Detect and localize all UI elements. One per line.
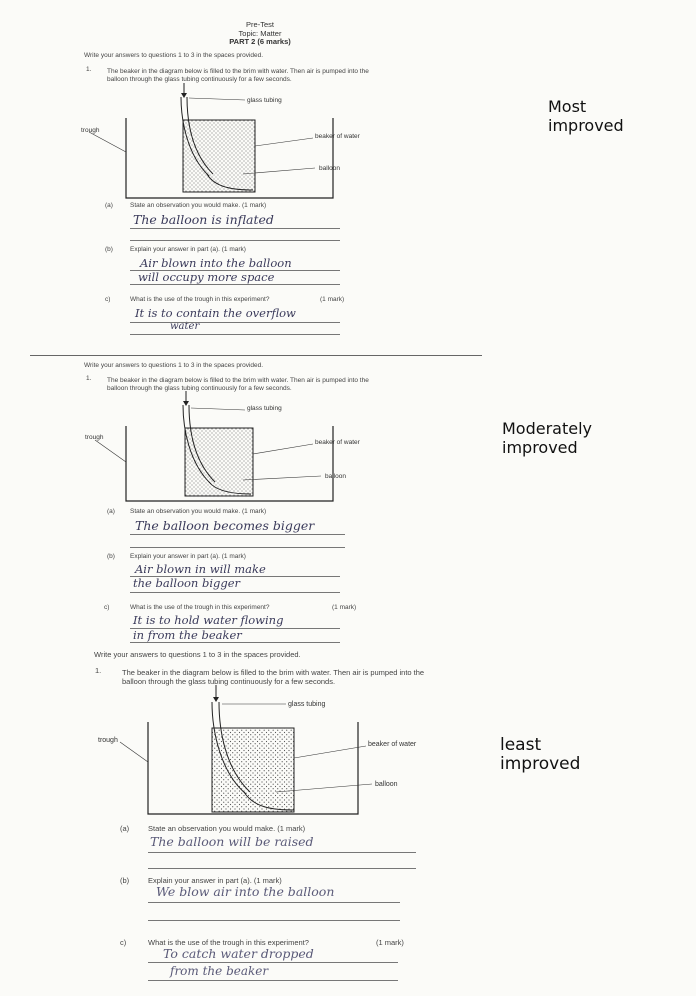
part-c-letter-3: c): [120, 938, 127, 947]
answer-line: [130, 240, 340, 241]
part-b-prompt-1: Explain your answer in part (a). (1 mark): [130, 246, 246, 253]
part-c-mark-2: (1 mark): [332, 604, 357, 611]
test-header: [0, 21, 520, 47]
question-1-line2: balloon through the glass tubing continuously for a few seconds.: [107, 76, 292, 83]
answer-b-2-line1: Air blown in will make: [135, 562, 266, 576]
answer-c-3-line2: from the beaker: [170, 964, 269, 978]
question-2-line1: The beaker in the diagram below is filled to the brim with water. Then air is pumped into the: [107, 377, 369, 384]
label-glass-tubing: glass tubing: [247, 405, 282, 412]
label-glass-tubing: glass tubing: [288, 701, 326, 708]
answer-line: [130, 228, 340, 229]
test-part: PART 2 (6 marks): [229, 37, 291, 46]
part-a-prompt-2: State an observation you would make. (1 mark): [130, 508, 267, 515]
part-c-prompt-1: What is the use of the trough in this experiment?: [130, 296, 270, 303]
answer-line: [148, 852, 416, 853]
label-trough: trough: [98, 737, 118, 744]
label-balloon: balloon: [325, 473, 346, 480]
part-b-letter-1: (b): [105, 246, 113, 253]
part-c-letter-2: c): [104, 604, 110, 611]
part-a-letter-2: (a): [107, 508, 115, 515]
test-title: Pre-Test: [246, 20, 274, 29]
q-number-2: 1.: [86, 375, 92, 382]
part-b-prompt-2: Explain your answer in part (a). (1 mark): [130, 553, 246, 560]
answer-line: [148, 920, 400, 921]
answer-b-1-line2: will occupy more space: [138, 270, 275, 284]
answer-line: [130, 642, 340, 643]
instruction-1: Write your answers to questions 1 to 3 in the spaces provided.: [84, 52, 264, 59]
part-a-prompt-1: State an observation you would make. (1 mark): [130, 202, 267, 209]
part-c-mark-3: (1 mark): [376, 938, 404, 947]
part-a-prompt-3: State an observation you would make. (1 mark): [148, 824, 306, 833]
part-c-prompt-3: What is the use of the trough in this experiment?: [148, 938, 309, 947]
answer-line: [130, 576, 340, 577]
answer-line: [130, 547, 345, 548]
part-b-letter-2: (b): [107, 553, 115, 560]
part-c-letter-1: c): [105, 296, 111, 303]
label-trough: trough: [81, 127, 100, 134]
answer-c-3-line1: To catch water dropped: [163, 946, 314, 961]
test-topic: Topic: Matter: [238, 28, 282, 38]
answer-b-1-line1: Air blown into the balloon: [140, 256, 292, 270]
answer-line: [148, 902, 400, 903]
label-beaker: beaker of water: [315, 439, 360, 446]
answer-line: [130, 334, 340, 335]
answer-a-3: The balloon will be raised: [150, 834, 314, 849]
beaker-of-water: [212, 728, 294, 812]
answer-c-2-line2: in from the beaker: [133, 628, 242, 642]
label-trough: trough: [85, 434, 104, 441]
answer-line: [130, 534, 345, 535]
answer-c-1-line1: It is to contain the overflow: [135, 306, 296, 320]
part-c-prompt-2: What is the use of the trough in this experiment?: [130, 604, 270, 611]
answer-b-3-line1: We blow air into the balloon: [156, 884, 335, 899]
answer-b-2-line2: the balloon bigger: [133, 576, 241, 590]
answer-line: [148, 980, 398, 981]
instruction-2: Write your answers to questions 1 to 3 in the spaces provided.: [84, 362, 264, 369]
instruction-3: Write your answers to questions 1 to 3 in the spaces provided.: [94, 650, 301, 659]
label-beaker: beaker of water: [368, 741, 417, 748]
answer-line: [148, 962, 398, 963]
answer-line: [148, 868, 416, 869]
improvement-label-moderate: Moderately improved: [502, 419, 593, 457]
answer-line: [130, 270, 340, 271]
q-number-3: 1.: [95, 666, 102, 675]
answer-line: [130, 322, 340, 323]
question-1-line1: The beaker in the diagram below is filled to the brim with water. Then air is pumped into the: [107, 68, 369, 75]
answer-a-2: The balloon becomes bigger: [135, 518, 315, 533]
answer-a-1: The balloon is inflated: [133, 212, 274, 227]
experiment-diagram-2: [75, 388, 375, 508]
question-2-line2: balloon through the glass tubing continuously for a few seconds.: [107, 385, 292, 392]
part-b-letter-3: (b): [120, 876, 130, 885]
experiment-diagram-1: [75, 80, 375, 205]
part-b-prompt-3: Explain your answer in part (a). (1 mark): [148, 876, 282, 885]
q-number-1: 1.: [86, 66, 92, 73]
improvement-label-most: Most improved: [548, 97, 624, 135]
answer-c-1-line2: water: [170, 321, 200, 332]
question-3-line2: balloon through the glass tubing continuously for a few seconds.: [122, 677, 336, 686]
part-a-letter-1: (a): [105, 202, 113, 209]
answer-c-2-line1: It is to hold water flowing: [133, 613, 284, 627]
part-c-mark-1: (1 mark): [320, 296, 345, 303]
answer-line: [130, 592, 340, 593]
experiment-diagram-3: [90, 682, 435, 822]
section-divider: [30, 355, 482, 356]
part-a-letter-3: (a): [120, 824, 130, 833]
label-balloon: balloon: [319, 165, 340, 172]
answer-line: [130, 628, 340, 629]
label-beaker: beaker of water: [315, 133, 360, 140]
question-3-line1: The beaker in the diagram below is filled to the brim with water. Then air is pumped into the: [122, 668, 425, 677]
answer-line: [130, 284, 340, 285]
label-balloon: balloon: [375, 781, 398, 788]
label-glass-tubing: glass tubing: [247, 97, 282, 104]
improvement-label-least: least improved: [500, 735, 581, 774]
